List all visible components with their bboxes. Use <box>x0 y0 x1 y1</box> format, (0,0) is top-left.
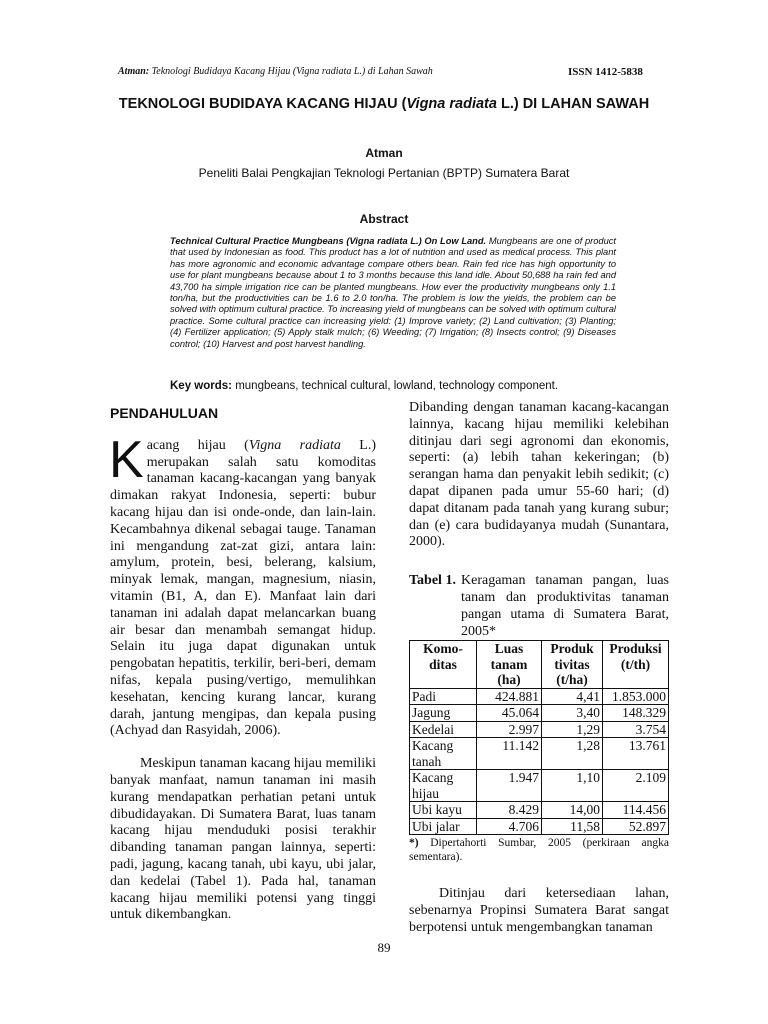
table-cell-value: 13.761 <box>603 738 669 770</box>
table-header-cell: Produksi (t/th) <box>603 641 669 689</box>
intro-p1-a: acang hijau ( <box>146 437 249 453</box>
table-cell-commodity: Ubi jalar <box>410 818 477 835</box>
table-row <box>410 770 669 802</box>
table-caption-label: Tabel 1. <box>409 573 456 589</box>
keywords <box>170 380 630 392</box>
table-cell-commodity: Kacang tanah <box>410 738 477 770</box>
intro-p1-b: L.) merupakan salah satu komoditas tanaman kacang-kacangan yang banyak dimakan rakyat Indonesia, seperti: bubur kacang hijau dan isi onde-onde, dan lain-lain. Kecambahnya dikenal sebagai tauge. Tanaman ini mengandung zat-zat gizi, antara lain: amylum, protein, besi, belerang, kalsium, minyak lemak, mangan, magnesium, niasin, vitamin (B1, A, dan E). Manfaat lain dari tanaman ini adalah dapat melancarkan buang air besar dan menambah semangat hidup. Selain itu juga dapat digunakan untuk pengobatan hepatitis, terkilir, beri-beri, demam nifas, kepala pusing/vertigo, memulihkan kesehatan, kencing kurang lancar, kurang darah, jantung mengipas, dan kepala pusing (Achyad dan Rasyidah, 2006). <box>110 437 376 739</box>
table-caption <box>409 573 669 640</box>
table-cell-value: 1,10 <box>542 770 603 802</box>
table-cell-value: 1,29 <box>542 721 603 738</box>
title-pre: TEKNOLOGI BUDIDAYA KACANG HIJAU ( <box>118 96 407 112</box>
right-paragraph-2: Ditinjau dari ketersediaan lahan, sebenarnya Propinsi Sumatera Barat sangat berpotensi untuk mengembangkan tanaman <box>409 886 669 935</box>
table-caption-text: Keragaman tanaman pangan, luas tanam dan produktivitas tanaman pangan utama di Sumatera Barat, 2005* <box>461 573 669 639</box>
author-affiliation: Peneliti Balai Pengkajian Teknologi Pertanian (BPTP) Sumatera Barat <box>198 166 570 180</box>
table-header-cell: Produk tivitas (t/ha) <box>542 641 603 689</box>
table-row <box>410 802 669 819</box>
table-cell-commodity: Kedelai <box>410 721 477 738</box>
table-row <box>410 688 669 705</box>
table-header-cell: Luas tanam (ha) <box>477 641 542 689</box>
intro-p1-species: Vigna radiata <box>248 437 341 453</box>
table-cell-value: 1.853.000 <box>603 688 669 705</box>
table-cell-value: 2.997 <box>477 721 542 738</box>
table-note-mark: *) <box>409 837 419 850</box>
intro-paragraph-2: Meskipun tanaman kacang hijau memiliki banyak manfaat, namun tanaman ini masih kurang mendapatkan perhatian petani untuk dibudidayakan. Di Sumatera Barat, luas tanam kacang hijau menduduki posisi terakhir dibanding tanaman pangan lainnya, seperti: padi, jagung, kacang tanah, ubi kayu, ubi jalar, dan kedelai (Tabel 1). Pada hal, tanaman kacang hijau memiliki potensi yang tinggi untuk dikembangkan. <box>110 756 376 923</box>
table-cell-value: 11,58 <box>542 818 603 835</box>
table-row <box>410 738 669 770</box>
abstract-heading: Abstract <box>359 212 409 226</box>
table-cell-commodity: Kacang hijau <box>410 770 477 802</box>
table-cell-value: 45.064 <box>477 705 542 722</box>
table-cell-value: 14,00 <box>542 802 603 819</box>
right-paragraph-1: Dibanding dengan tanaman kacang-kacangan lainnya, kacang hijau memiliki kelebihan ditinjau dari segi agronomi dan ekonomis, seperti: (a) lebih tahan kekeringan; (b) serangan hama dan penyakit lebih sedikit; (c) dapat dipanen pada umur 55-60 hari; (d) dapat ditanam pada tanah yang kurang subur; dan (e) cara budidayanya mudah (Sunantara, 2000). <box>409 400 669 550</box>
table-cell-value: 1,28 <box>542 738 603 770</box>
author-name: Atman <box>365 146 403 160</box>
table-cell-value: 148.329 <box>603 705 669 722</box>
table-note <box>409 836 669 864</box>
table-row <box>410 721 669 738</box>
table-header-cell: Komo-ditas <box>410 641 477 689</box>
keywords-label: Key words: <box>170 380 232 392</box>
table-cell-value: 114.456 <box>603 802 669 819</box>
issn: ISSN 1412-5838 <box>568 66 643 78</box>
table-row <box>410 705 669 722</box>
title-species: Vigna radiata <box>406 96 497 112</box>
page-number: 89 <box>377 940 391 955</box>
table-cell-value: 3.754 <box>603 721 669 738</box>
title-post: L.) DI LAHAN SAWAH <box>496 96 650 112</box>
paper-title <box>60 96 708 112</box>
table-cell-commodity: Jagung <box>410 705 477 722</box>
section-heading: PENDAHULUAN <box>110 405 219 421</box>
left-column <box>110 400 376 924</box>
table-cell-commodity: Ubi kayu <box>410 802 477 819</box>
table-cell-value: 4.706 <box>477 818 542 835</box>
table-cell-value: 52.897 <box>603 818 669 835</box>
keywords-text: mungbeans, technical cultural, lowland, technology component. <box>232 380 559 392</box>
data-table <box>409 640 669 835</box>
table-row <box>410 818 669 835</box>
intro-paragraph-1 <box>109 430 376 740</box>
table-cell-value: 424.881 <box>477 688 542 705</box>
running-head-title: Teknologi Budidaya Kacang Hijau (Vigna radiata L.) di Lahan Sawah <box>149 66 433 77</box>
running-head-author: Atman: <box>118 66 150 77</box>
abstract-body <box>170 236 616 350</box>
table-cell-value: 3,40 <box>542 705 603 722</box>
table-cell-value: 8.429 <box>477 802 542 819</box>
drop-cap: K <box>109 430 144 489</box>
table-note-text: Dipertahorti Sumbar, 2005 (perkiraan angka sementara). <box>409 837 669 864</box>
abstract-text: Mungbeans are one of product that used by Indonesian as food. This product has a lot of nutrition and used as medical process. This plant has more agronomic and economic advantage compare others bean. Rain fed rice has high opportunity to use for plant mungbeans because about 1 to 3 months because this land idle. About 50,688 ha rain fed and 43,700 ha simple irrigation rice can be planted mungbeans. How ever the productivity mungbeans only 1.1 ton/ha, but the productivities can be 1.6 to 2.0 ton/ha. The problem is low the yields, the problem can be solved with optimum cultural practice. To increasing yield of mungbeans can be solved with optimum cultural practice. Some cultural practice can increasing yield: (1) Improve variety; (2) Land cultivation; (3) Planting; (4) Fertilizer application; (5) Apply stalk mulch; (6) Weeding; (7) Irrigation; (8) Insects control; (9) Diseases control; (10) Harvest and post harvest handling. <box>170 236 616 349</box>
table-cell-value: 11.142 <box>477 738 542 770</box>
right-column <box>409 400 669 937</box>
table-cell-value: 4,41 <box>542 688 603 705</box>
table-cell-value: 2.109 <box>603 770 669 802</box>
table-cell-value: 1.947 <box>477 770 542 802</box>
table-body <box>410 688 669 835</box>
abstract-lead: Technical Cultural Practice Mungbeans (Vigna radiata L.) On Low Land. <box>170 236 487 246</box>
table-header-row <box>410 641 669 689</box>
table-cell-commodity: Padi <box>410 688 477 705</box>
